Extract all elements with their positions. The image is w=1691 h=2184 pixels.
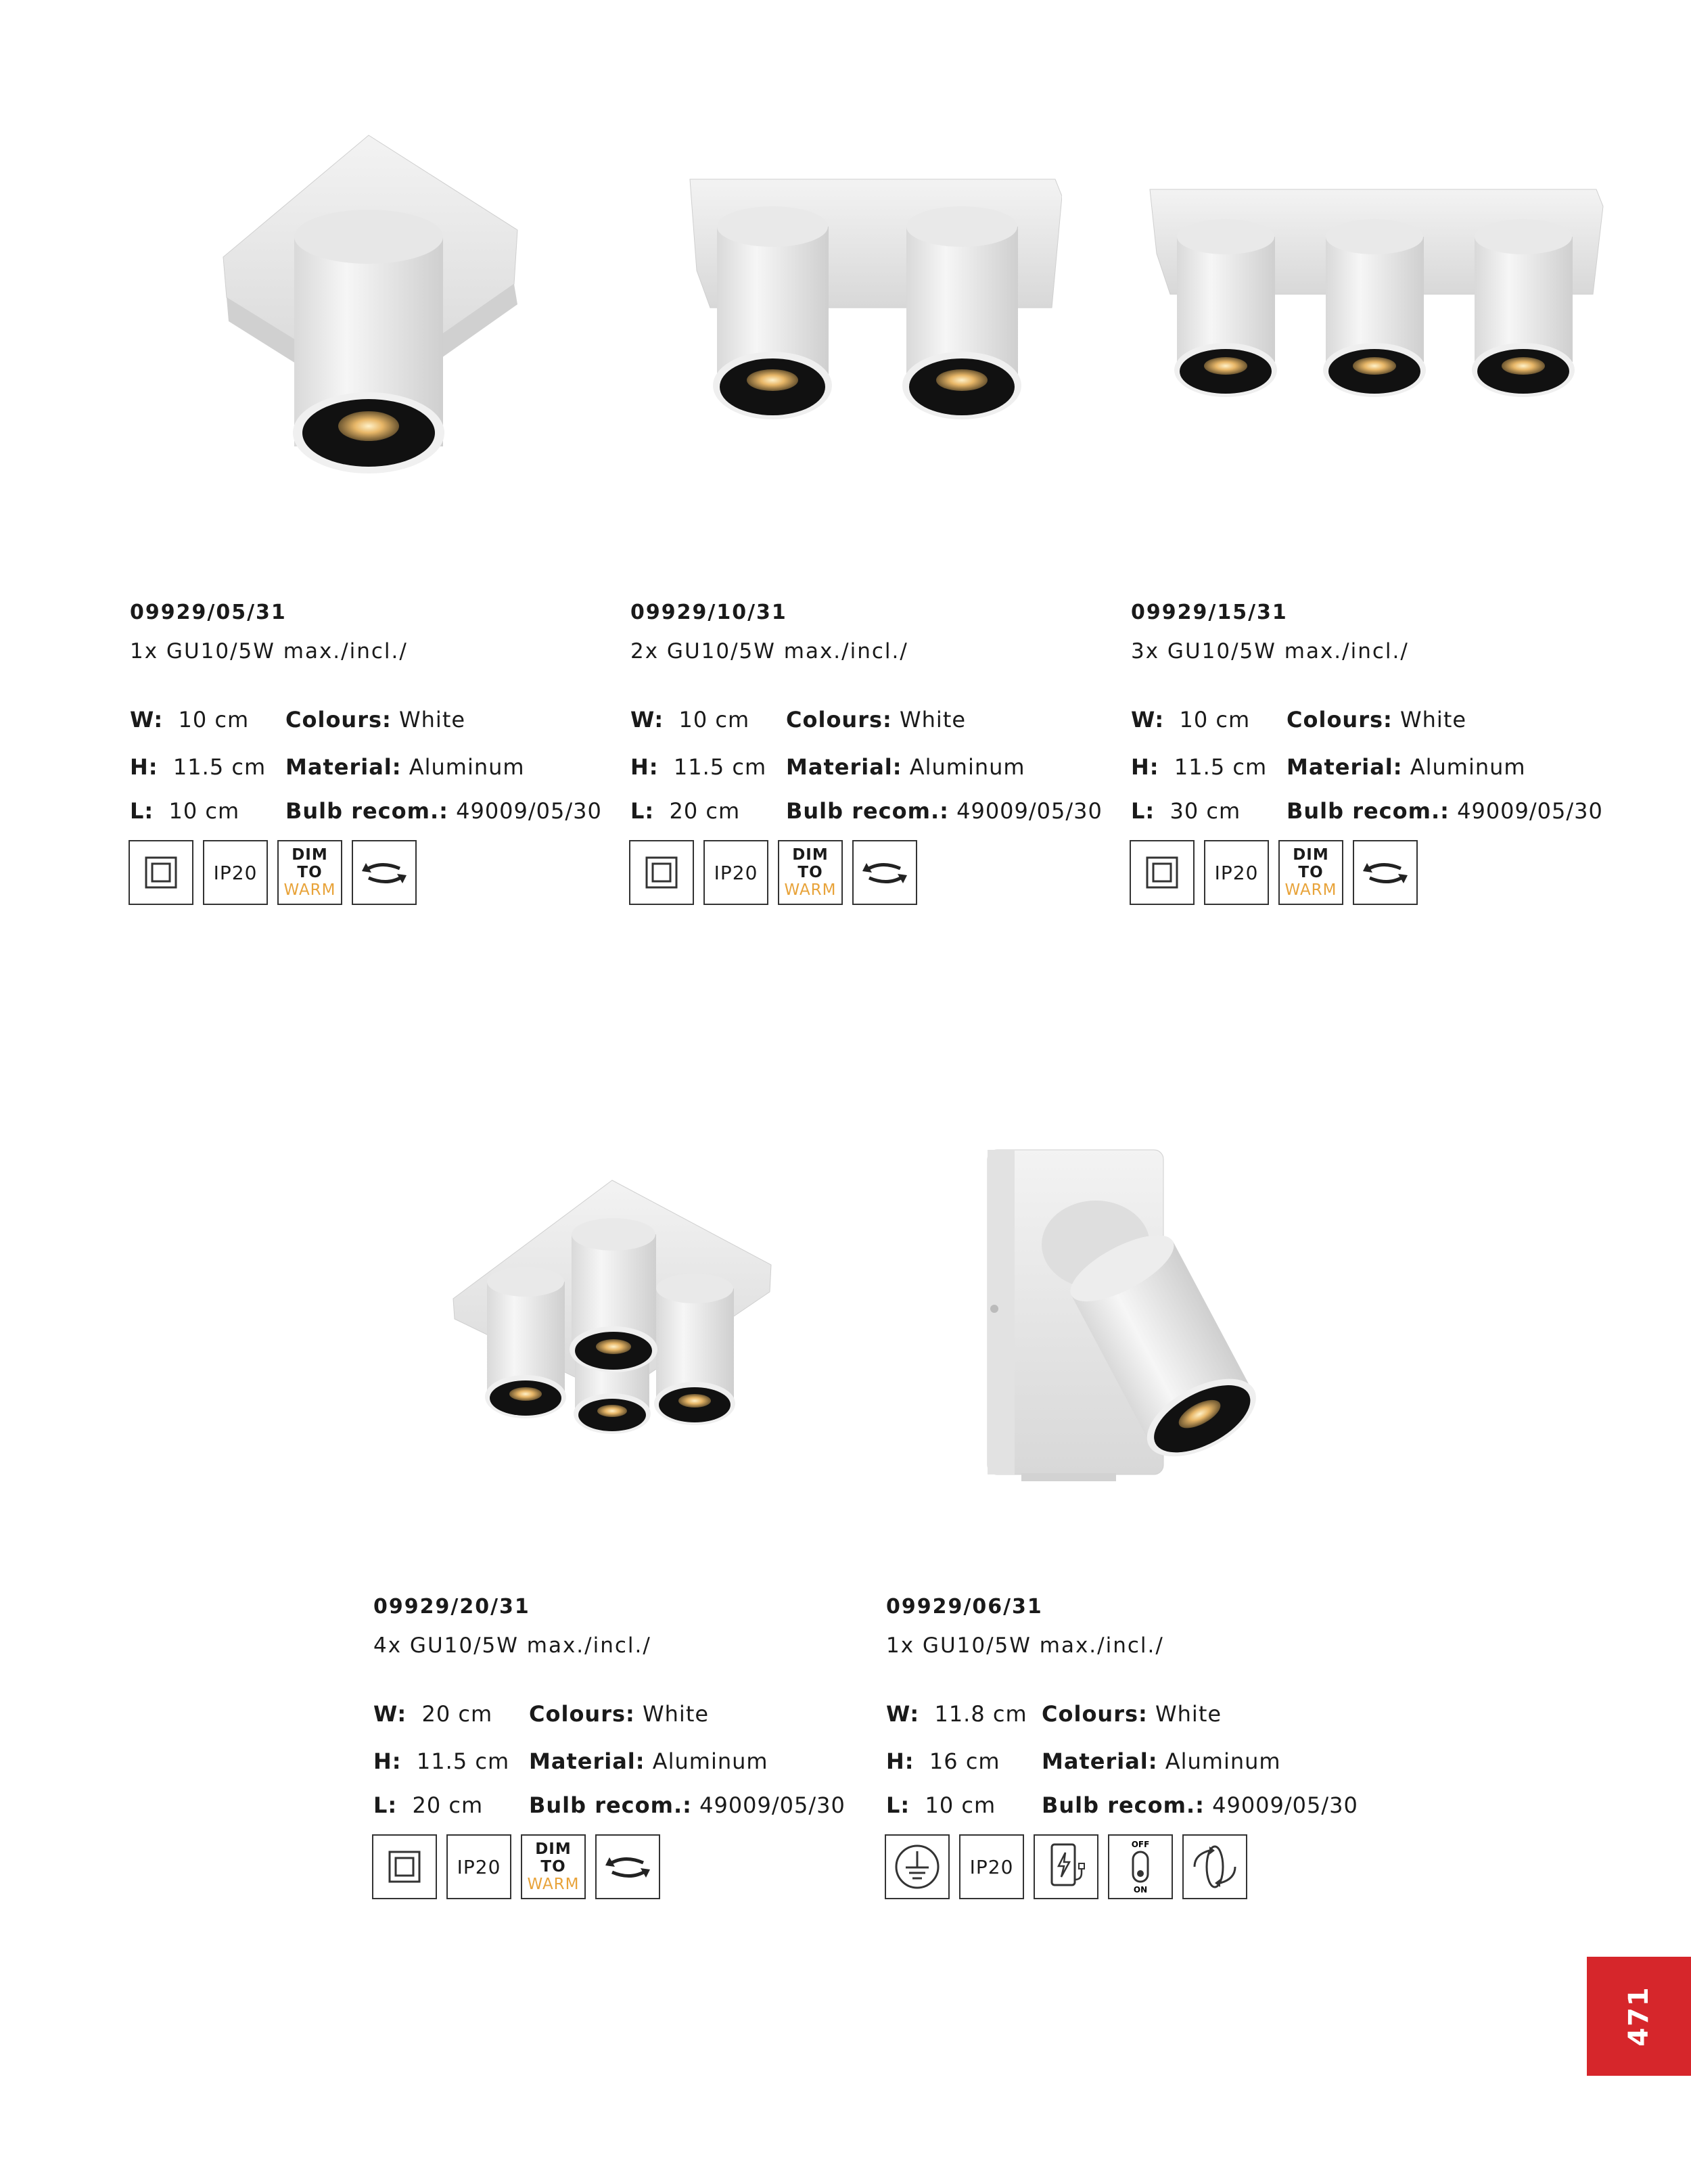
spec-bulb-recom: Bulb recom.: 49009/05/30 xyxy=(786,798,1103,824)
product-photo-3 xyxy=(1143,179,1610,409)
spec-colour: Colours: White xyxy=(529,1701,710,1727)
spec-material: Material: Aluminum xyxy=(1042,1748,1281,1774)
spec-width: W: 11.8 cm xyxy=(886,1701,1027,1727)
product-code: 09929/10/31 xyxy=(630,601,787,624)
product-code: 09929/06/31 xyxy=(886,1595,1043,1619)
bulb-spec: 4x GU10/5W max./incl./ xyxy=(373,1633,651,1658)
feature-icons xyxy=(1130,840,1418,905)
dim-to-warm-icon: DIM TO WARM xyxy=(277,840,342,905)
spec-width: W: 10 cm xyxy=(130,707,250,733)
product-photo-5 xyxy=(974,1143,1278,1495)
bulb-spec: 1x GU10/5W max./incl./ xyxy=(130,639,408,664)
spec-bulb-recom: Bulb recom.: 49009/05/30 xyxy=(285,798,602,824)
class-ii-icon xyxy=(1130,840,1195,905)
class-ii-icon xyxy=(372,1834,437,1899)
product-photo-4 xyxy=(446,1174,785,1444)
spec-colour: Colours: White xyxy=(285,707,466,733)
spec-material: Material: Aluminum xyxy=(285,754,525,780)
dim-to-warm-icon: DIM TO WARM xyxy=(778,840,843,905)
spec-width: W: 10 cm xyxy=(630,707,750,733)
svg-text:ON: ON xyxy=(1133,1885,1148,1895)
feature-icons xyxy=(129,840,417,905)
product-code: 09929/20/31 xyxy=(373,1595,530,1619)
product-code: 09929/15/31 xyxy=(1131,601,1288,624)
spec-height: H: 11.5 cm xyxy=(373,1748,510,1774)
dim-to-warm-icon: DIM TO WARM xyxy=(1278,840,1343,905)
page-number-tab xyxy=(1587,1957,1691,2076)
ip20-icon: IP20 xyxy=(446,1834,511,1899)
spec-colour: Colours: White xyxy=(1287,707,1467,733)
product-photo-2 xyxy=(683,169,1062,440)
spec-height: H: 16 cm xyxy=(886,1748,1000,1774)
ip20-icon: IP20 xyxy=(959,1834,1024,1899)
product-photo-1 xyxy=(216,129,528,480)
spec-length: L: 10 cm xyxy=(886,1792,996,1818)
usb-charger-icon xyxy=(1034,1834,1098,1899)
bulb-spec: 3x GU10/5W max./incl./ xyxy=(1131,639,1409,664)
page-number: 471 xyxy=(1623,1986,1654,2047)
spec-material: Material: Aluminum xyxy=(786,754,1025,780)
rotate-icon xyxy=(1353,840,1418,905)
bulb-spec: 1x GU10/5W max./incl./ xyxy=(886,1633,1164,1658)
ip20-icon: IP20 xyxy=(203,840,268,905)
ip20-icon: IP20 xyxy=(1204,840,1269,905)
rotate-360-icon xyxy=(1182,1834,1247,1899)
feature-icons xyxy=(885,1834,1247,1899)
spec-bulb-recom: Bulb recom.: 49009/05/30 xyxy=(1287,798,1603,824)
product-code: 09929/05/31 xyxy=(130,601,287,624)
spec-length: L: 30 cm xyxy=(1131,798,1241,824)
on-off-switch-icon xyxy=(1108,1834,1173,1899)
earth-ground-icon xyxy=(885,1834,950,1899)
spec-material: Material: Aluminum xyxy=(1287,754,1526,780)
spec-length: L: 20 cm xyxy=(630,798,741,824)
bulb-spec: 2x GU10/5W max./incl./ xyxy=(630,639,908,664)
spec-height: H: 11.5 cm xyxy=(1131,754,1268,780)
rotate-icon xyxy=(852,840,917,905)
spec-bulb-recom: Bulb recom.: 49009/05/30 xyxy=(529,1792,846,1818)
spec-height: H: 11.5 cm xyxy=(130,754,267,780)
spec-colour: Colours: White xyxy=(786,707,967,733)
class-ii-icon xyxy=(129,840,193,905)
rotate-icon xyxy=(352,840,417,905)
spec-bulb-recom: Bulb recom.: 49009/05/30 xyxy=(1042,1792,1358,1818)
rotate-icon xyxy=(595,1834,660,1899)
class-ii-icon xyxy=(629,840,694,905)
spec-height: H: 11.5 cm xyxy=(630,754,767,780)
spec-material: Material: Aluminum xyxy=(529,1748,768,1774)
feature-icons xyxy=(629,840,917,905)
feature-icons xyxy=(372,1834,660,1899)
ip20-icon: IP20 xyxy=(703,840,768,905)
spec-width: W: 20 cm xyxy=(373,1701,493,1727)
dim-to-warm-icon: DIM TO WARM xyxy=(521,1834,586,1899)
spec-length: L: 10 cm xyxy=(130,798,240,824)
spec-width: W: 10 cm xyxy=(1131,707,1251,733)
svg-text:OFF: OFF xyxy=(1131,1840,1150,1849)
spec-length: L: 20 cm xyxy=(373,1792,484,1818)
spec-colour: Colours: White xyxy=(1042,1701,1222,1727)
